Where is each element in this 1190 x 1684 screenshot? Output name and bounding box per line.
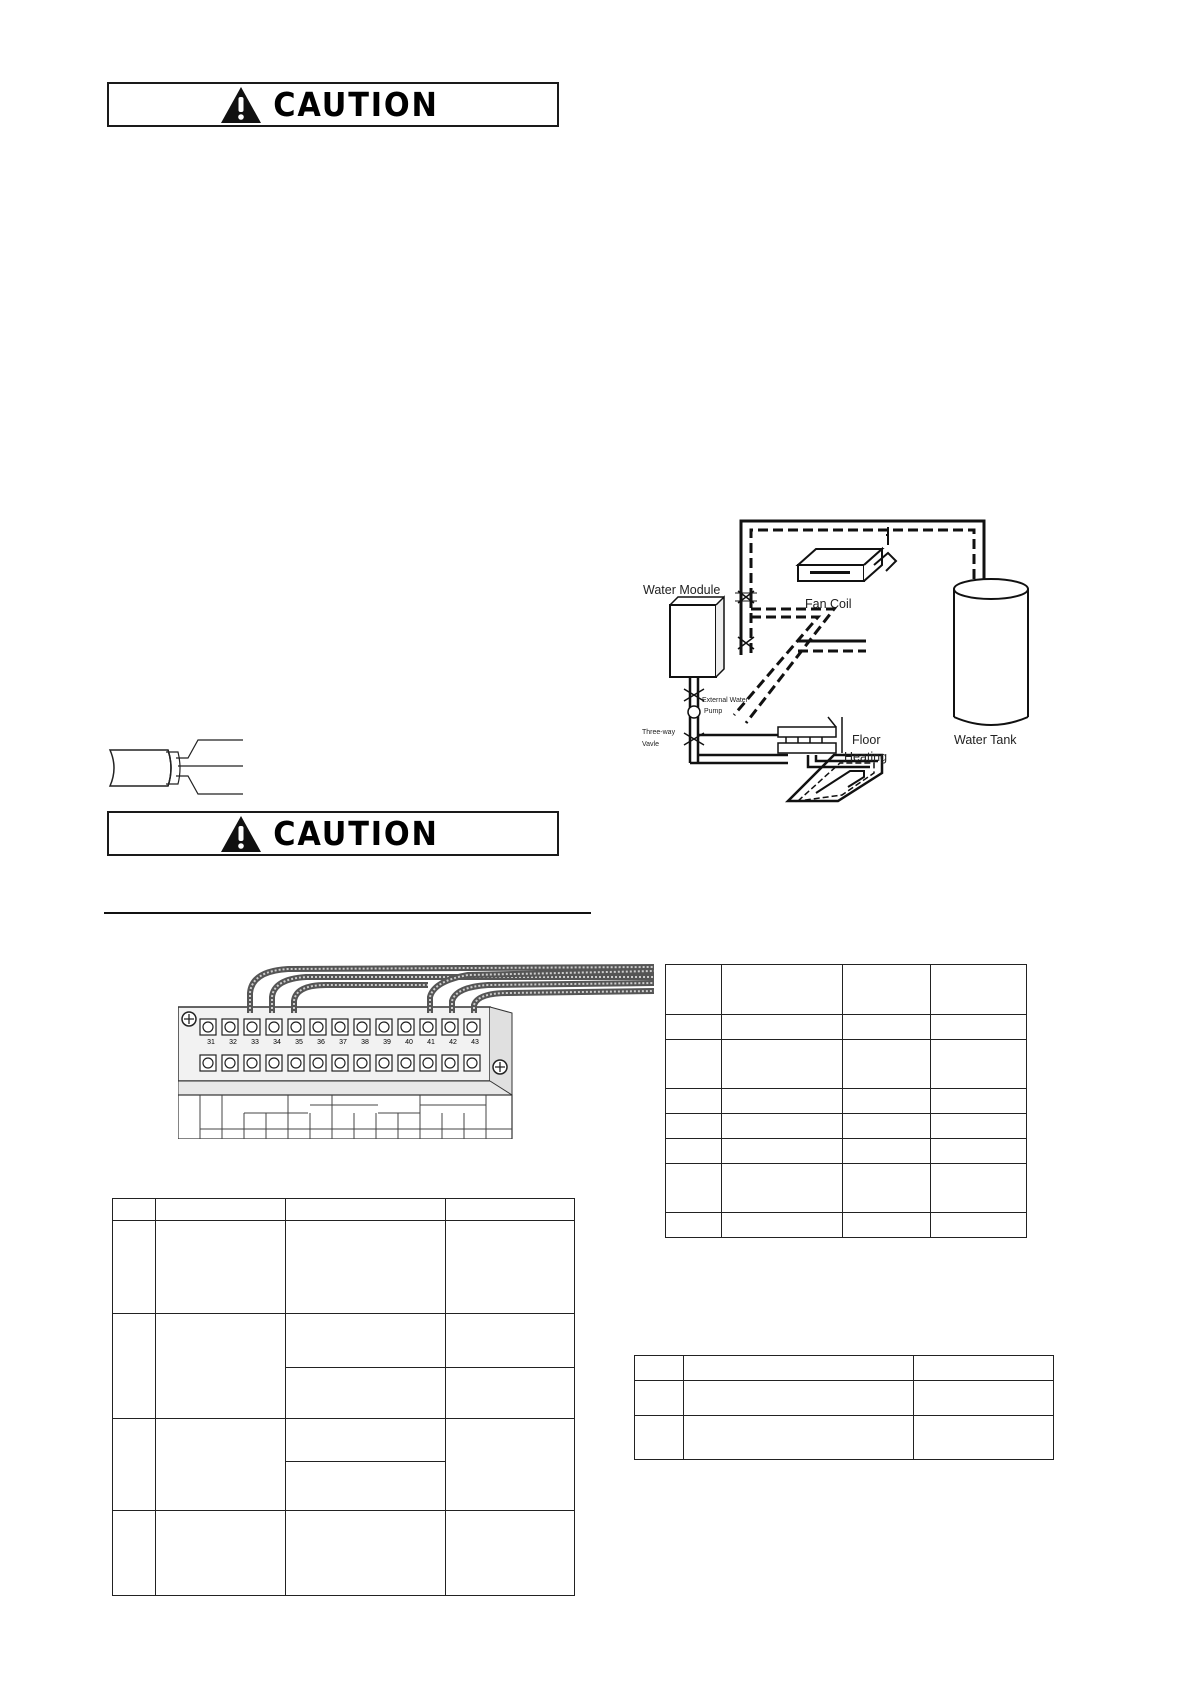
table-cell bbox=[931, 1164, 1027, 1213]
water-system-diagram bbox=[638, 505, 1081, 813]
table-cell bbox=[842, 1114, 931, 1139]
table-cell bbox=[285, 1199, 446, 1221]
terminal-number: 37 bbox=[339, 1039, 347, 1046]
terminal-number: 36 bbox=[317, 1039, 325, 1046]
table-cell bbox=[914, 1381, 1054, 1416]
terminal-number: 38 bbox=[361, 1039, 369, 1046]
external-water-pump-label-line2: Pump bbox=[704, 708, 723, 715]
table-cell bbox=[666, 965, 722, 1015]
table-cell bbox=[931, 1089, 1027, 1114]
table-cell bbox=[155, 1314, 285, 1419]
terminal-function-table bbox=[665, 964, 1027, 1238]
section-divider bbox=[104, 912, 591, 914]
table-cell bbox=[113, 1221, 156, 1314]
table-cell bbox=[721, 1089, 842, 1114]
table-cell bbox=[635, 1356, 684, 1381]
table-cell bbox=[635, 1381, 684, 1416]
table-cell bbox=[113, 1199, 156, 1221]
table-cell bbox=[635, 1416, 684, 1460]
table-cell bbox=[446, 1511, 575, 1596]
terminal-number: 42 bbox=[449, 1039, 457, 1046]
table-cell bbox=[666, 1114, 722, 1139]
table-cell bbox=[842, 1089, 931, 1114]
terminal-number: 39 bbox=[383, 1039, 391, 1046]
table-cell bbox=[666, 1089, 722, 1114]
warning-triangle-icon bbox=[220, 86, 262, 124]
table-cell bbox=[446, 1419, 575, 1511]
table-cell bbox=[666, 1164, 722, 1213]
table-cell bbox=[721, 1164, 842, 1213]
three-way-valve-label-line2: Vavle bbox=[642, 741, 659, 748]
terminal-number: 33 bbox=[251, 1039, 259, 1046]
table-cell bbox=[721, 1114, 842, 1139]
terminal-number: 31 bbox=[207, 1039, 215, 1046]
table-cell bbox=[721, 1139, 842, 1164]
table-cell bbox=[155, 1419, 285, 1511]
table-cell bbox=[446, 1199, 575, 1221]
caution-label: CAUTION bbox=[273, 814, 439, 853]
terminal-number: 35 bbox=[295, 1039, 303, 1046]
terminal-block-illustration bbox=[178, 963, 654, 1139]
caution-banner-bottom bbox=[107, 811, 559, 856]
table-cell bbox=[842, 965, 931, 1015]
three-way-valve-label-line1: Three-way bbox=[642, 729, 676, 736]
table-cell bbox=[721, 965, 842, 1015]
table-cell bbox=[446, 1368, 575, 1419]
terminal-number: 40 bbox=[405, 1039, 413, 1046]
table-cell bbox=[931, 1114, 1027, 1139]
table-cell bbox=[842, 1040, 931, 1089]
table-cell bbox=[842, 1164, 931, 1213]
wiring-specification-table bbox=[112, 1198, 575, 1596]
caution-label: CAUTION bbox=[273, 85, 439, 124]
table-cell bbox=[721, 1213, 842, 1238]
table-cell bbox=[113, 1511, 156, 1596]
table-cell bbox=[446, 1221, 575, 1314]
floor-heating-label-line1: Floor bbox=[852, 733, 881, 747]
small-reference-table bbox=[634, 1355, 1054, 1460]
table-cell bbox=[842, 1213, 931, 1238]
table-cell bbox=[666, 1040, 722, 1089]
caution-banner-top bbox=[107, 82, 559, 127]
table-cell bbox=[285, 1462, 446, 1511]
table-cell bbox=[721, 1015, 842, 1040]
terminal-number: 32 bbox=[229, 1039, 237, 1046]
table-cell bbox=[155, 1199, 285, 1221]
table-cell bbox=[666, 1213, 722, 1238]
table-cell bbox=[683, 1416, 913, 1460]
table-cell bbox=[285, 1314, 446, 1368]
table-cell bbox=[931, 965, 1027, 1015]
table-cell bbox=[285, 1419, 446, 1462]
table-cell bbox=[666, 1015, 722, 1040]
table-cell bbox=[931, 1040, 1027, 1089]
terminal-number: 34 bbox=[273, 1039, 281, 1046]
table-cell bbox=[842, 1015, 931, 1040]
table-cell bbox=[931, 1015, 1027, 1040]
stripped-cable-illustration bbox=[108, 736, 248, 800]
table-cell bbox=[285, 1221, 446, 1314]
table-cell bbox=[914, 1356, 1054, 1381]
table-cell bbox=[285, 1368, 446, 1419]
table-cell bbox=[721, 1040, 842, 1089]
warning-triangle-icon bbox=[220, 815, 262, 853]
table-cell bbox=[683, 1356, 913, 1381]
table-cell bbox=[285, 1511, 446, 1596]
table-cell bbox=[155, 1511, 285, 1596]
table-cell bbox=[914, 1416, 1054, 1460]
terminal-number: 41 bbox=[427, 1039, 435, 1046]
table-cell bbox=[842, 1139, 931, 1164]
water-tank-label: Water Tank bbox=[954, 733, 1017, 747]
table-cell bbox=[113, 1314, 156, 1419]
table-cell bbox=[446, 1314, 575, 1368]
external-water-pump-label-line1: External Water bbox=[702, 697, 749, 704]
table-cell bbox=[683, 1381, 913, 1416]
terminal-number: 43 bbox=[471, 1039, 479, 1046]
water-module-label: Water Module bbox=[643, 583, 721, 597]
table-cell bbox=[931, 1139, 1027, 1164]
table-cell bbox=[666, 1139, 722, 1164]
table-cell bbox=[931, 1213, 1027, 1238]
table-cell bbox=[113, 1419, 156, 1511]
floor-heating-label-line2: Heating bbox=[844, 750, 888, 764]
fan-coil-label: Fan Coil bbox=[805, 597, 852, 611]
table-cell bbox=[155, 1221, 285, 1314]
